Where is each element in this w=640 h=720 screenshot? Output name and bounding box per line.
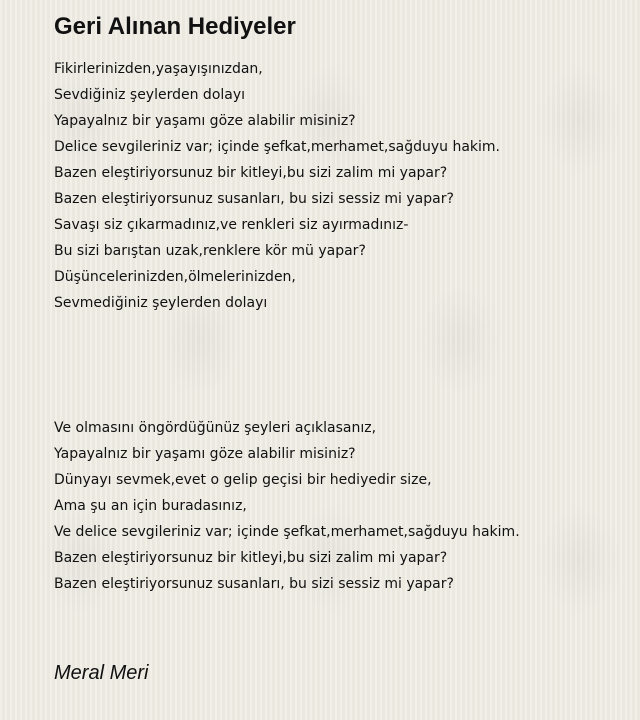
poem-line: Savaşı siz çıkarmadınız,ve renkleri siz ayırmadınız-: [54, 217, 409, 233]
poem-title: Geri Alınan Hediyeler: [54, 13, 296, 40]
poem-line: Sevmediğiniz şeylerden dolayı: [54, 295, 268, 311]
poem-stanza-1: [54, 56, 624, 316]
poem-line: Düşüncelerinizden,ölmelerinizden,: [54, 269, 296, 285]
poem-line: Yapayalnız bir yaşamı göze alabilir misiniz?: [54, 113, 356, 129]
poem-line: Bu sizi barıştan uzak,renklere kör mü yapar?: [54, 243, 366, 259]
poem-line: Ama şu an için buradasınız,: [54, 498, 247, 514]
poem-line: Bazen eleştiriyorsunuz bir kitleyi,bu sizi zalim mi yapar?: [54, 165, 448, 181]
poem-author: Meral Meri: [54, 662, 149, 684]
poem-container: [54, 12, 624, 685]
poem-line: Dünyayı sevmek,evet o gelip geçisi bir hediyedir size,: [54, 472, 432, 488]
poem-line: Bazen eleştiriyorsunuz susanları, bu sizi sessiz mi yapar?: [54, 191, 454, 207]
poem-line: Yapayalnız bir yaşamı göze alabilir misiniz?: [54, 446, 356, 462]
poem-line: Ve delice sevgileriniz var; içinde şefkat,merhamet,sağduyu hakim.: [54, 524, 520, 540]
poem-line: Bazen eleştiriyorsunuz susanları, bu sizi sessiz mi yapar?: [54, 576, 454, 592]
poem-line: Delice sevgileriniz var; içinde şefkat,merhamet,sağduyu hakim.: [54, 139, 500, 155]
poem-line: Bazen eleştiriyorsunuz bir kitleyi,bu sizi zalim mi yapar?: [54, 550, 448, 566]
poem-stanza-2: [54, 415, 624, 597]
poem-line: Sevdiğiniz şeylerden dolayı: [54, 87, 246, 103]
poem-line: Fikirlerinizden,yaşayışınızdan,: [54, 61, 263, 77]
poem-line: Ve olmasını öngördüğünüz şeyleri açıklasanız,: [54, 420, 377, 436]
